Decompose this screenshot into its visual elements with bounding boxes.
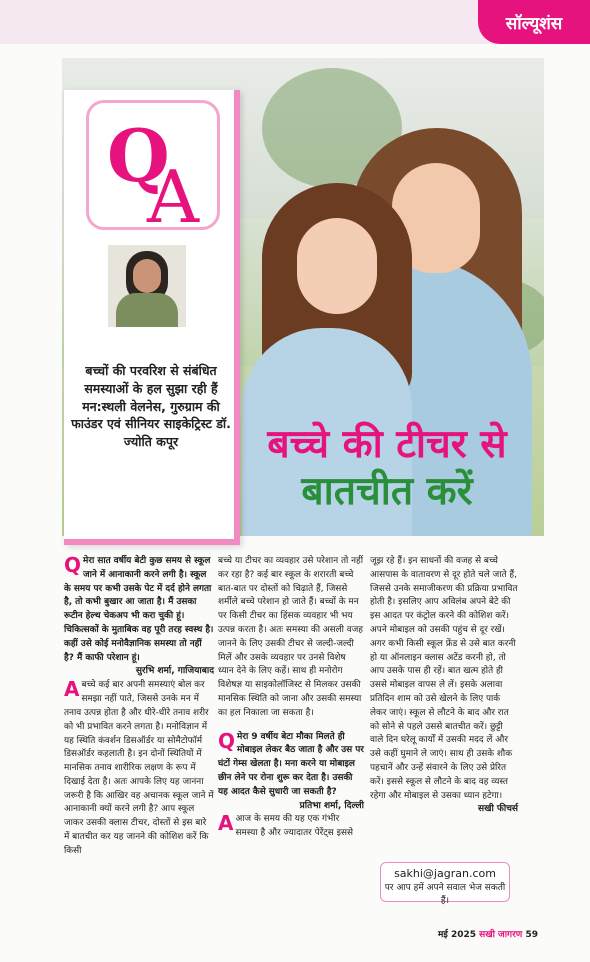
footer-brand: सखी जागरण <box>479 930 523 940</box>
column-2 <box>218 555 364 841</box>
page-footer <box>438 927 538 940</box>
qa-logo <box>86 100 220 239</box>
q-marker: Q <box>218 728 236 753</box>
contact-box <box>380 862 510 906</box>
expert-photo <box>108 245 186 327</box>
asker-2: प्रतिभा शर्मा, दिल्ली <box>299 800 364 811</box>
footer-page: 59 <box>525 930 538 940</box>
section-tab: सॉल्यूशंस <box>478 0 590 44</box>
a-marker: A <box>64 677 80 702</box>
asker-1: सुरभि शर्मा, गाजियाबाद <box>135 666 214 677</box>
headline-line-1: बच्चे की टीचर से <box>267 422 507 467</box>
contact-email[interactable]: sakhi@jagran.com <box>394 867 496 880</box>
answer-1-part-1: बच्चे कई बार अपनी समस्याएं बोल कर समझा नहीं पाते, जिससे उनके मन में तनाव उत्पन्न होता है और धीरे-धीरे तनाव शरीर को भी प्रभावित करने लगता है। मनोविज्ञान में यह स्थिति कंवर्शन डिसऑर्डर या सोमैटोफॉर्म डिसऑर्डर कहलाती है। इन दोनों स्थितियों में मानसिक तनाव शारीरिक लक्षण के रूप में दिखाई देता है। अतः आपके लिए यह जानना जरूरी है कि आखिर वह अचानक स्कूल जाने में आनाकानी क्यों करने लगी है? आप स्कूल जाकर उसकी क्लास टीचर, दोस्तों से इस बारे में बातचीत कर यह जानने की कोशिश करें कि किसी <box>64 680 214 856</box>
answer-2-part-2: जूझ रहे हैं। इन साधनों की वजह से बच्चे आसपास के वातावरण से दूर होते चले जाते हैं, जिससे उनके समाजीकरण की प्रक्रिया प्रभावित होती है। इसलिए आप अविलंब अपने बेटे की इस आदत पर कंट्रोल करने की कोशिश करें। अपने मोबाइल को उसकी पहुंच से दूर रखें। अगर कभी किसी स्कूल फ्रेंड से उसे बात करनी हो या ऑनलाइन क्लास अटेंड करनी हो, तो आप उसके पास ही रहें। बात खत्म होते ही उससे मोबाइल वापस ले लें। इसके अलावा प्रतिदिन शाम को उसे खेलने के लिए पार्क लेकर जाएं। स्कूल से लौटने के बाद और रात को सोने से पहले उससे बातचीत करें। छुट्टी वाले दिन घरेलू कार्यों में उसकी मदद लें और उसे कहीं घुमाने ले जाएं। साथ ही उसके शौक पहचानें और उन्हें संवारने के लिए उसे प्रेरित करें। इससे स्कूल से लौटने के बाद वह व्यस्त रहेगा और मोबाइल से उसका ध्यान हटेगा। <box>370 556 518 801</box>
qa-logo-q: Q <box>107 113 170 198</box>
contact-note: पर आप हमें अपने सवाल भेज सकती हैं। <box>384 883 506 906</box>
question-1: मेरा सात वर्षीय बेटी कुछ समय से स्कूल जाने में आनाकानी करने लगी है। स्कूल के समय पर कभी उसके पेट में दर्द होने लगता है, तो कभी बुखार आ जाता है। मैं उसका रूटीन हेल्थ चेकअप भी करा चुकी हूं। चिकित्सकों के मुताबिक वह पूरी तरह स्वस्थ है। कहीं उसे कोई मनोवैज्ञानिक समस्या तो नहीं है? मैं काफी परेशान हूं। <box>64 556 214 663</box>
answer-1-part-2: बच्चे या टीचर का व्यवहार उसे परेशान तो नहीं कर रहा है? कई बार स्कूल के शरारती बच्चे बात-बात पर दोस्तों को चिढ़ाते हैं, जिससे शर्मीले बच्चे परेशान हो जाते हैं। बच्चों के मन पर किसी टीचर का हिंसक व्यवहार भी भय उत्पन्न करता है। अतः समस्या की असली वजह जानने के लिए उसकी टीचर से जल्दी-जल्दी मिलें और उसके व्यवहार पर उनसे विशेष ध्यान देने के लिए कहें। साथ ही मनोरोग विशेषज्ञ या साइकोलॉजिस्ट से मिलकर उसकी मानसिक स्थिति को जाना और उसकी समस्या का हल निकाला जा सकता है। <box>218 556 364 718</box>
expert-card <box>64 90 240 545</box>
expert-intro: बच्चों की परवरिश से संबंधित समस्याओं के हल सुझा रही हैं मन:स्थली वेलनेस, गुरुग्राम की फाउंडर एवं सीनियर साइकेट्रिस्ट डॉ. ज्योति कपूर <box>71 363 231 449</box>
footer-issue: मई 2025 <box>438 930 476 940</box>
question-2: मेरा 9 वर्षीय बेटा मौका मिलते ही मोबाइल लेकर बैठ जाता है और उस पर घंटों गेम्स खेलता है। मना करने या मोबाइल छीन लेने पर रोना शुरू कर देता है। उसकी यह आदत कैसे सुधारी जा सकती है? <box>218 731 364 797</box>
column-3 <box>370 555 518 817</box>
qa-logo-a: A <box>147 155 199 239</box>
credit: सखी फीचर्स <box>478 804 518 815</box>
headline-line-2: बातचीत करें <box>301 468 473 514</box>
answer-2-part-1: आज के समय की यह एक गंभीर समस्या है और ज्यादातर पेरेंट्स इससे <box>235 814 353 839</box>
column-1 <box>64 555 214 859</box>
a-marker: A <box>218 811 234 836</box>
q-marker: Q <box>64 553 82 577</box>
headline <box>232 422 542 514</box>
